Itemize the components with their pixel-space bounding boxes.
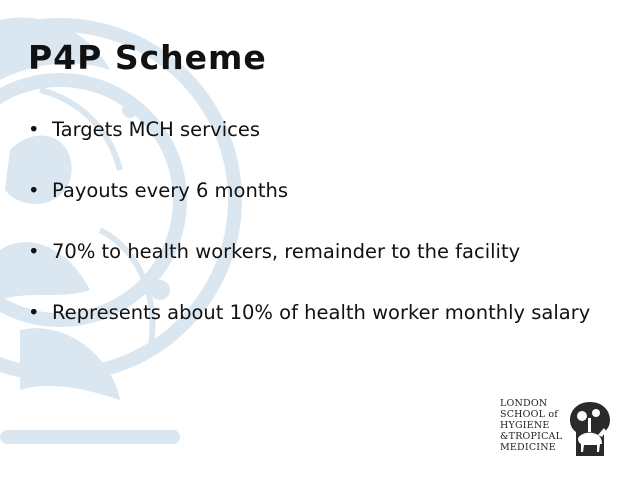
logo-line: &TROPICAL	[500, 431, 563, 442]
bullet-item	[28, 240, 618, 264]
bullet-item	[28, 118, 618, 142]
lshtm-logo	[500, 398, 618, 464]
bullet-marker: •	[28, 301, 40, 324]
bullet-list	[28, 118, 618, 325]
bullet-item	[28, 301, 618, 325]
bullet-marker: •	[28, 179, 40, 202]
logo-line: LONDON	[500, 398, 548, 409]
bullet-marker: •	[28, 240, 40, 263]
slide-title: P4P Scheme	[28, 38, 267, 77]
bullet-text: Payouts every 6 months	[52, 179, 289, 202]
bullet-item	[28, 179, 618, 203]
bullet-marker: •	[28, 118, 40, 141]
crest-icon	[562, 398, 618, 460]
logo-line: MEDICINE	[500, 442, 556, 453]
logo-wordmark	[500, 398, 562, 453]
bullet-text: Represents about 10% of health worker monthly salary	[52, 301, 591, 324]
bullet-text: 70% to health workers, remainder to the facility	[52, 240, 521, 263]
bullet-text: Targets MCH services	[52, 118, 260, 141]
logo-line: SCHOOL of	[500, 409, 559, 420]
logo-line: HYGIENE	[500, 420, 550, 431]
